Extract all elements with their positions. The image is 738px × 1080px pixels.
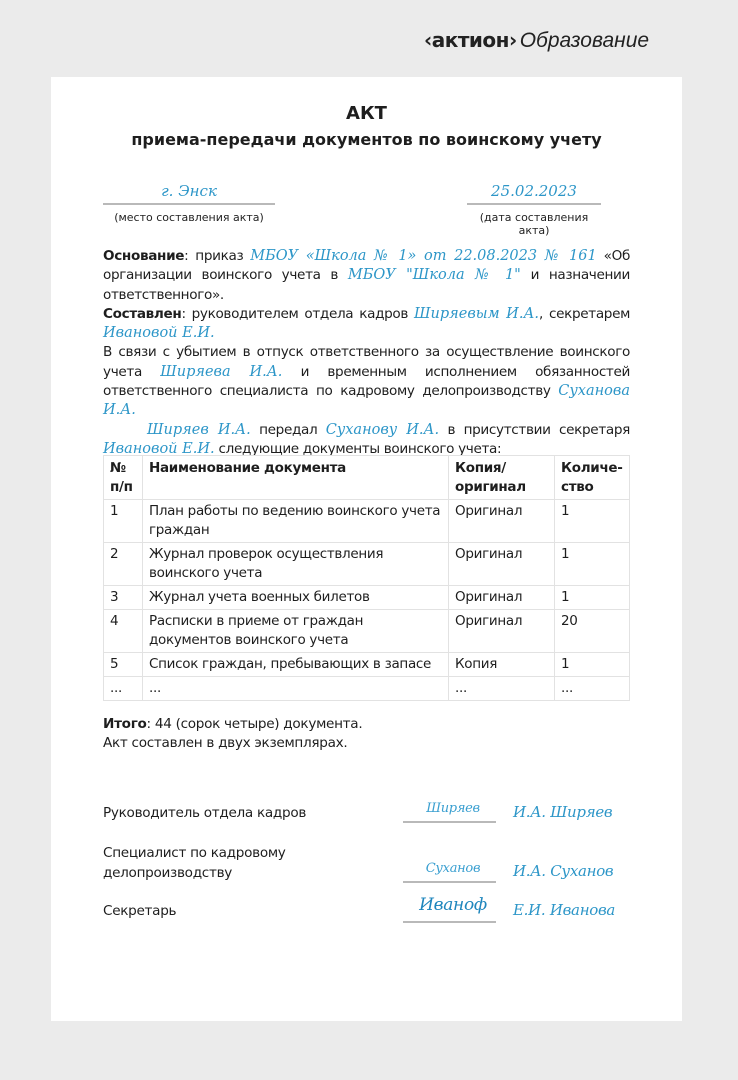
signature-line [403,821,496,823]
date-field [467,181,601,237]
cell-quantity: 20 [555,610,630,653]
total-line [103,715,630,734]
cell-type: Оригинал [449,500,555,543]
basis-text-3: и назначении ответственного». [103,267,631,303]
compiled-label: Составлен [103,305,182,322]
transfer-witness: Ивановой Е.И. [103,440,215,457]
transfer-to: Суханову И.А. [325,421,440,438]
basis-label: Основание [103,248,185,264]
cell-number: 2 [104,543,143,586]
signature-name: Е.И. Иванова [513,901,616,919]
basis-school: МБОУ "Школа № 1" [347,267,521,284]
transfer-text-1: передал [250,421,326,438]
date-underline [467,203,601,205]
handwritten-signature: Суханов [425,861,481,876]
cell-number: ... [104,677,143,701]
table-header-row [104,456,630,500]
cell-name: ... [143,677,449,701]
transfer-from: Ширяев И.А. [147,421,251,438]
table-row [104,543,630,586]
cell-name: Журнал проверок осуществления воинского учета [143,543,449,586]
compiled-head: Ширяевым И.А. [413,305,540,322]
cell-number: 1 [104,500,143,543]
cell-type: Оригинал [449,610,555,653]
table-row [104,610,630,653]
handwritten-signature: Иваноф [419,895,487,915]
reason-paragraph [103,343,630,420]
cell-quantity: 1 [555,500,630,543]
header-quantity: Количе-ство [555,456,630,500]
reason-text-1: В связи с убытием в отпуск ответственного за осуществление воинского учета [103,344,630,380]
brand-logo-education: Образование [519,29,650,52]
place-field [103,181,275,224]
total-text: : 44 (сорок четыре) документа. [146,716,363,732]
documents-table [103,455,630,701]
signature-role: Специалист по кадровому делопроизводству [103,845,286,881]
document-subtitle: приема-передачи документов по воинскому учету [131,130,602,149]
transfer-text-3: следующие документы воинского учета: [214,440,502,457]
signature-role: Секретарь [103,903,177,919]
cell-number: 4 [104,610,143,653]
date-caption: (дата составления акта) [479,211,589,237]
copies-line: Акт составлен в двух экземплярах. [103,735,348,751]
table-row [104,586,630,610]
compiled-secretary: Ивановой Е.И. [103,325,215,342]
signature-name: И.А. Суханов [513,862,614,880]
handwritten-signature: Ширяев [426,801,480,816]
basis-paragraph [103,247,630,305]
place-caption: (место составления акта) [114,211,264,224]
basis-text-2: «Об организации воинского учета в [103,248,630,284]
cell-type: ... [449,677,555,701]
transfer-text-2: в присутствии секретаря [439,421,630,438]
header-copy-original: Копия/ оригинал [449,456,555,500]
basis-order: МБОУ «Школа № 1» от 22.08.2023 № 161 [250,248,597,264]
header-number: № п/п [104,456,143,500]
cell-name: Список граждан, пребывающих в запасе [143,653,449,677]
signature-line [403,881,496,883]
signature-role: Руководитель отдела кадров [103,805,307,821]
cell-name: Расписки в приеме от граждан документов воинского учета [143,610,449,653]
cell-quantity: 1 [555,586,630,610]
cell-quantity: 1 [555,653,630,677]
place-value: г. Энск [161,182,217,200]
table-row [104,500,630,543]
reason-text-2: и временным исполнением обязанностей ответственного специалиста по кадровому делопроизводству [103,363,631,400]
compiled-text-1: : руководителем отдела кадров [181,305,414,322]
date-value: 25.02.2023 [491,182,577,200]
brand-logo [424,28,649,53]
reason-name-2: Суханова И.А. [103,383,630,419]
place-underline [103,203,275,205]
compiled-paragraph [103,305,630,344]
cell-type: Оригинал [449,543,555,586]
cell-number: 5 [104,653,143,677]
cell-type: Копия [449,653,555,677]
cell-quantity: 1 [555,543,630,586]
signature-name: И.А. Ширяев [513,803,613,821]
signature-line [403,921,496,923]
total-label: Итого [103,716,147,732]
document-body [103,247,630,459]
transfer-paragraph [103,421,630,460]
cell-type: Оригинал [449,586,555,610]
totals-block [103,715,630,753]
table-row [104,677,630,701]
cell-name: Журнал учета военных билетов [143,586,449,610]
basis-text-1: : приказ [184,248,251,264]
document-title: АКТ [346,103,387,124]
compiled-text-2: , секретарем [539,305,630,322]
reason-name-1: Ширяева И.А. [160,363,283,380]
cell-number: 3 [104,586,143,610]
brand-logo-aktion: ‹актион› [424,28,517,52]
table-row [104,653,630,677]
cell-quantity: ... [555,677,630,701]
cell-name: План работы по ведению воинского учета граждан [143,500,449,543]
header-name: Наименование документа [143,456,449,500]
document-page [51,77,682,1021]
